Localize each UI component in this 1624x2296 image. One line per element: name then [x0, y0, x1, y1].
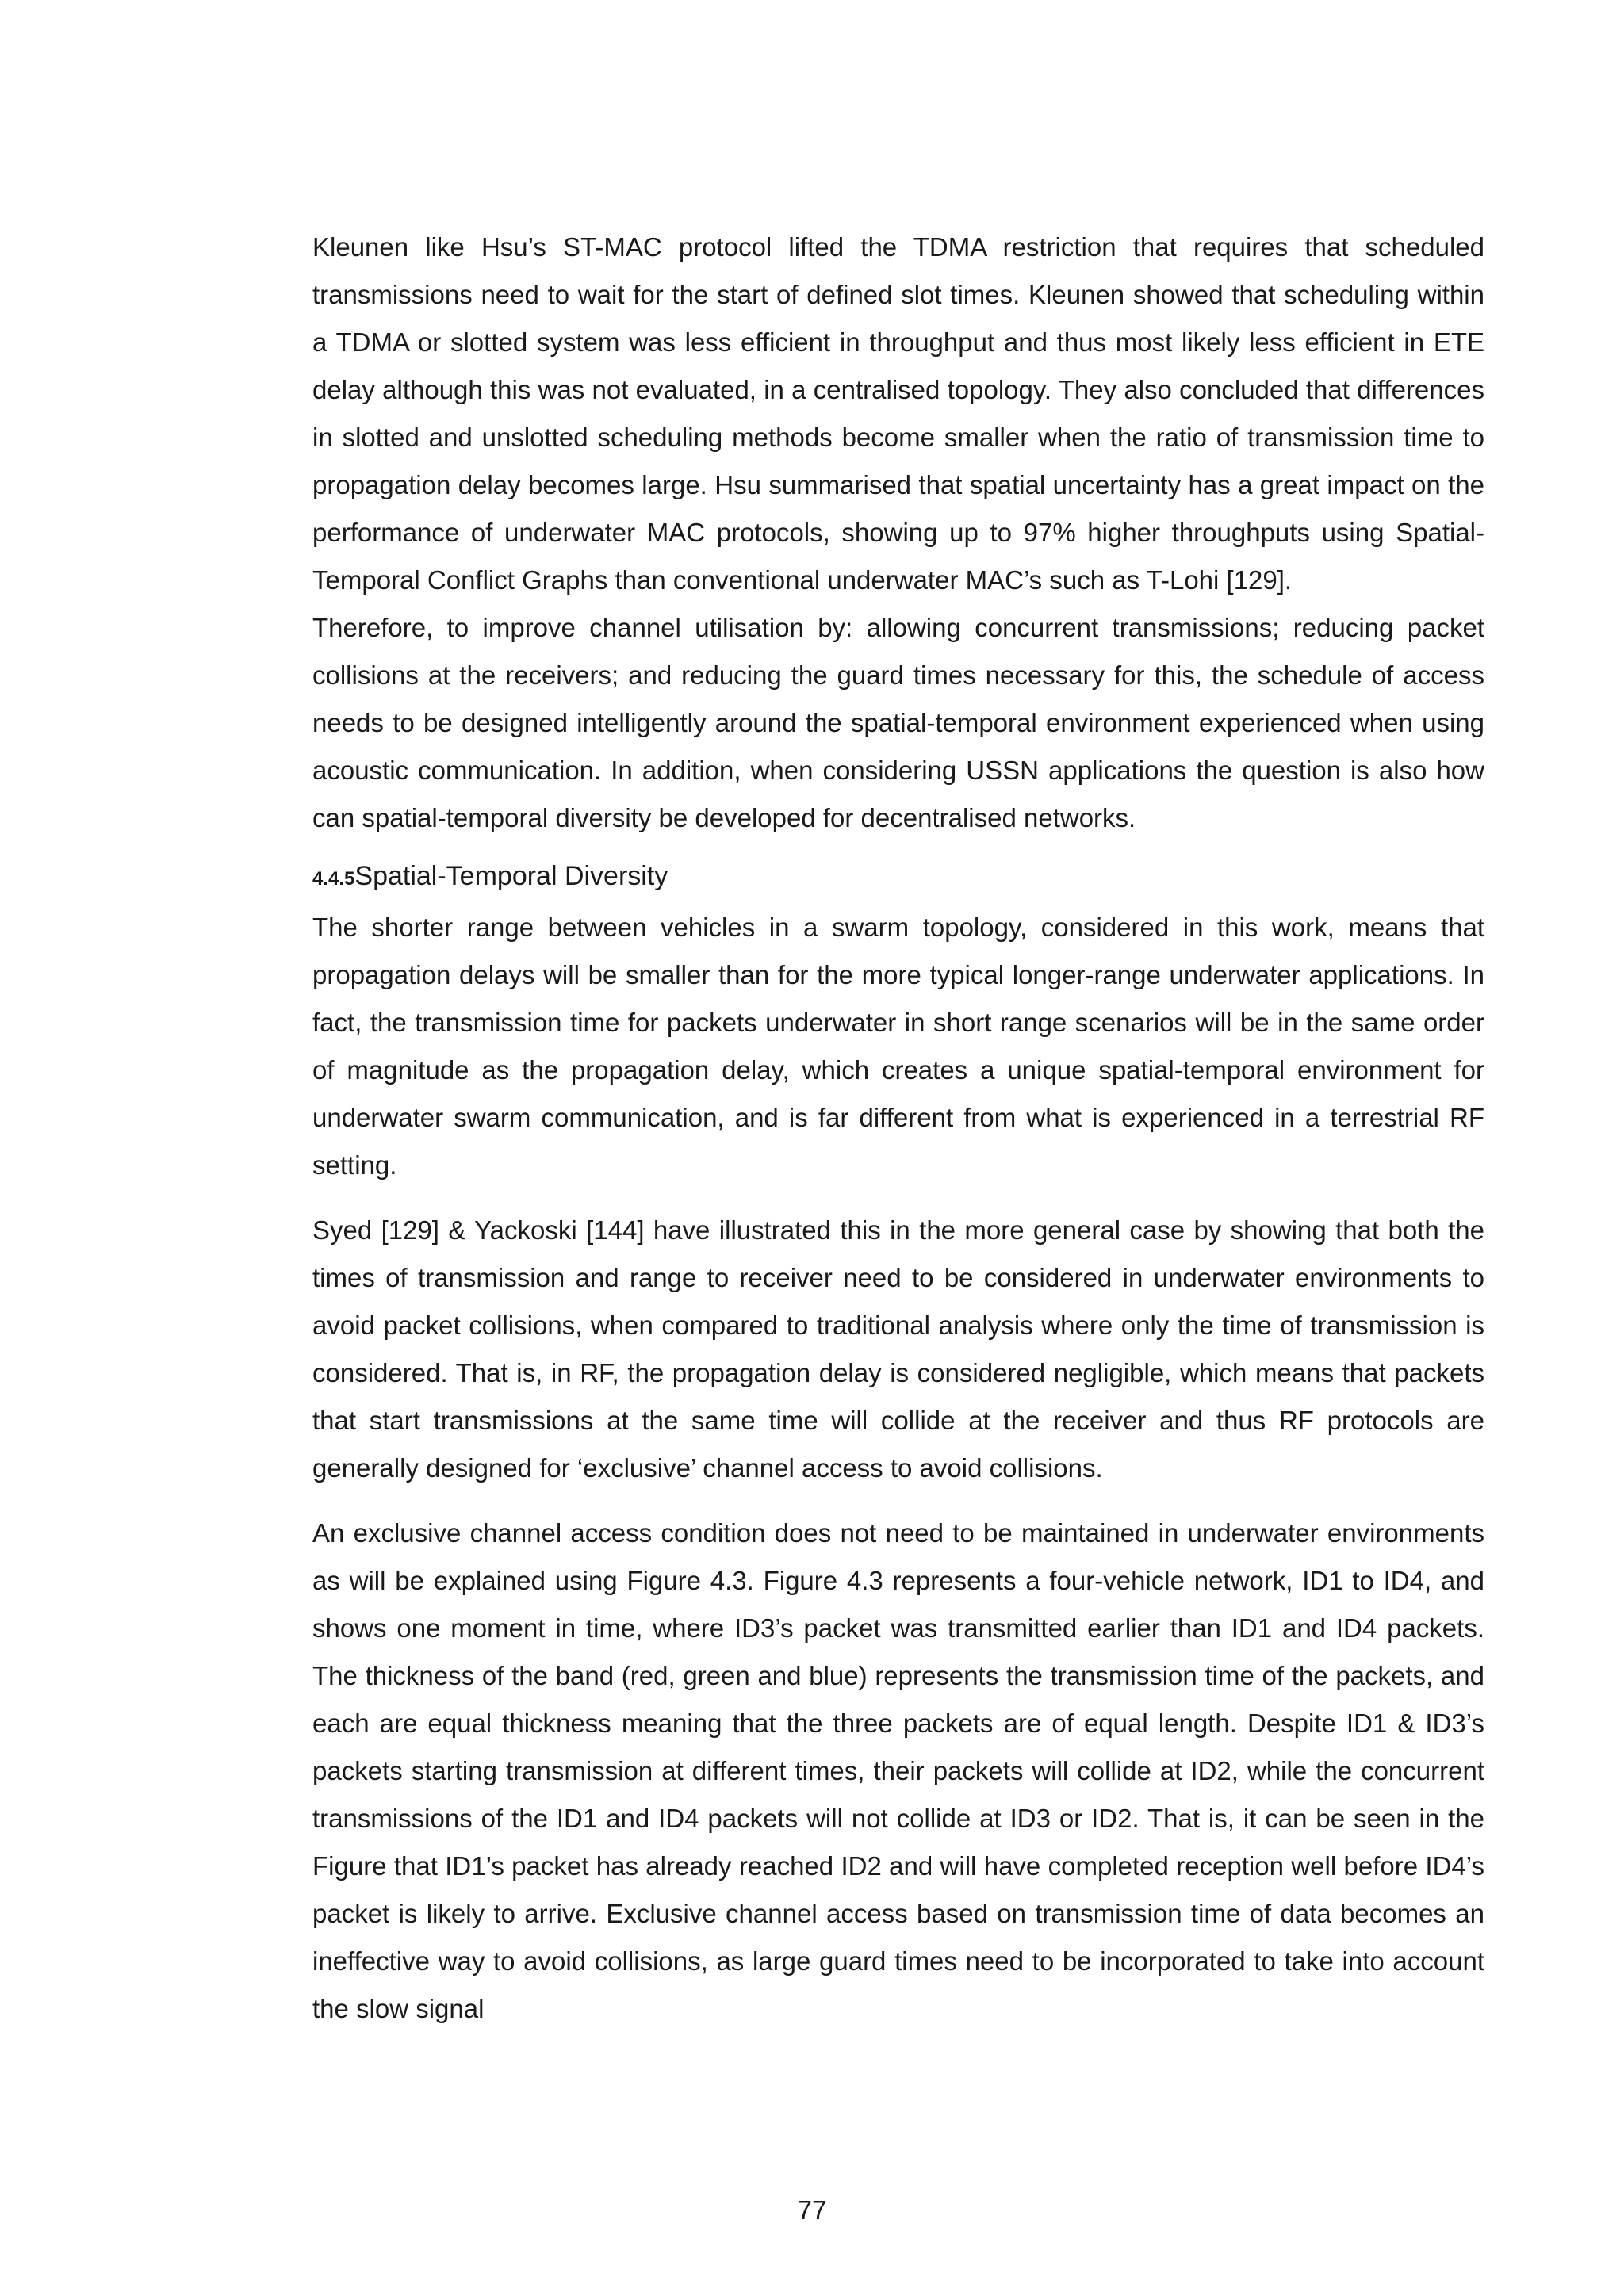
body-paragraph: Kleunen like Hsu’s ST-MAC protocol lifted the TDMA restriction that requires that scheduled transmissions need to wait for the start of defined slot times. Kleunen showed that scheduling within a TDMA or slotted system was less efficient in throughput and thus most likely less efficient in ETE delay although this was not evaluated, in a centralised topology. They also concluded that differences in slotted and unslotted scheduling methods become smaller when the ratio of transmission time to propagation delay becomes large. Hsu summarised that spatial uncertainty has a great impact on the performance of underwater MAC protocols, showing up to 97% higher throughputs using Spatial-Temporal Conflict Graphs than conventional underwater MAC’s such as T-Lohi [129].: [312, 232, 1484, 595]
body-paragraph: An exclusive channel access condition does not need to be maintained in underwater environments as will be explained using Figure 4.3. Figure 4.3 represents a four-vehicle network, ID1 to ID4, and shows one moment in time, where ID3’s packet was transmitted earlier than ID1 and ID4 packets. The thickness of the band (red, green and blue) represents the transmission time of the packets, and each are equal thickness meaning that the three packets are of equal length. Despite ID1 & ID3’s packets starting transmission at different times, their packets will collide at ID2, while the concurrent transmissions of the ID1 and ID4 packets will not collide at ID3 or ID2. That is, it can be seen in the Figure that ID1’s packet has already reached ID2 and will have completed reception well before ID4’s packet is likely to arrive. Exclusive channel access based on transmission time of data becomes an ineffective way to avoid collisions, as large guard times need to be incorporated to take into account the slow signal: [312, 1518, 1484, 2023]
section-number: 4.4.5: [312, 868, 355, 890]
body-paragraph: Syed [129] & Yackoski [144] have illustrated this in the more general case by showing that both the times of transmission and range to receiver need to be considered in underwater environments to avoid packet collisions, when compared to traditional analysis where only the time of transmission is considered. That is, in RF, the propagation delay is considered negligible, which means that packets that start transmissions at the same time will collide at the receiver and thus RF protocols are generally designed for ‘exclusive’ channel access to avoid collisions.: [312, 1215, 1484, 1483]
section-heading: [312, 851, 1484, 904]
section-title: Spatial-Temporal Diversity: [354, 861, 668, 891]
body-paragraph: Therefore, to improve channel utilisation by: allowing concurrent transmissions; reducing packet collisions at the receivers; and reducing the guard times necessary for this, the schedule of access needs to be designed intelligently around the spatial-temporal environment experienced when using acoustic communication. In addition, when considering USSN applications the question is also how can spatial-temporal diversity be developed for decentralised networks.: [312, 613, 1484, 832]
body-paragraph: The shorter range between vehicles in a swarm topology, considered in this work, means that propagation delays will be smaller than for the more typical longer-range underwater applications. In fact, the transmission time for packets underwater in short range scenarios will be in the same order of magnitude as the propagation delay, which creates a unique spatial-temporal environment for underwater swarm communication, and is far different from what is experienced in a terrestrial RF setting.: [312, 913, 1484, 1180]
page-number: 77: [797, 2195, 827, 2225]
page-body: [312, 224, 1484, 2033]
